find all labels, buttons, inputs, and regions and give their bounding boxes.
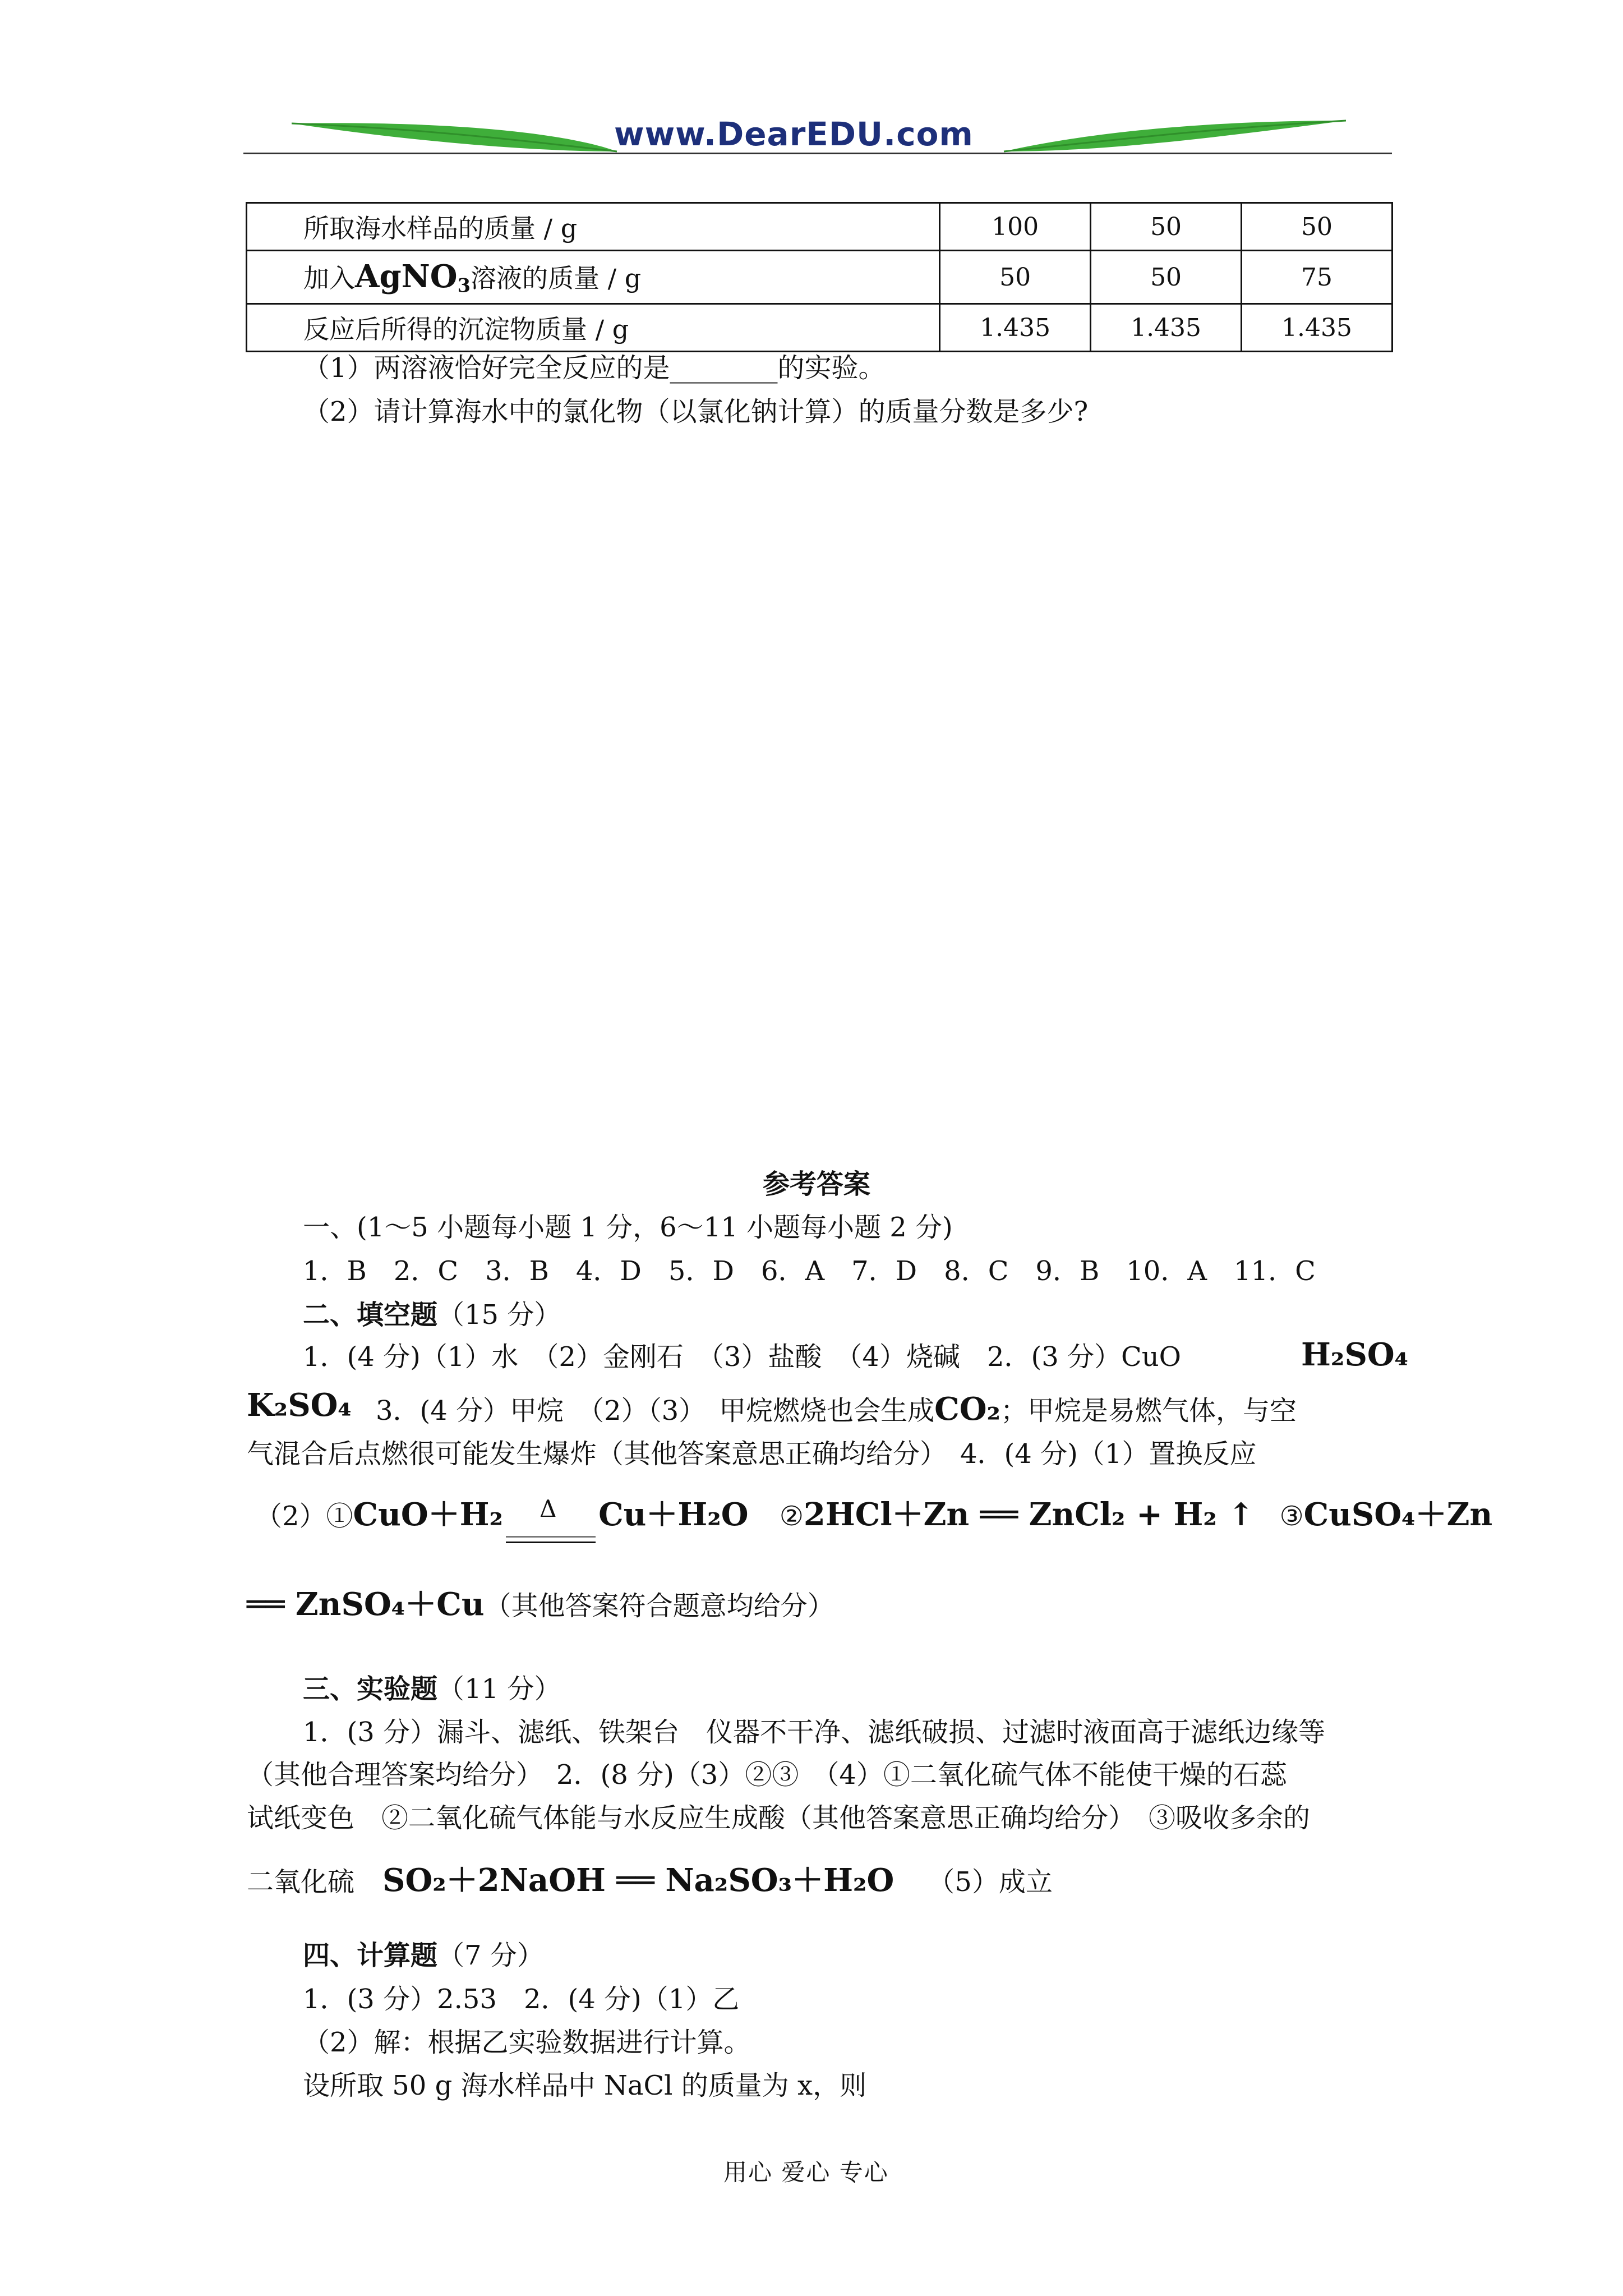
section3-heading-bold: 三、实验题 [303,1673,438,1705]
equation-so2: SO₂＋2NaOH ══ Na₂SO₃＋H₂O [382,1862,895,1899]
formula-agno3 [355,258,471,295]
row-label-pre: 加入 [303,263,355,293]
table-cell: 1.435 [1091,304,1242,352]
question-1: （1）两溶液恰好完全反应的是________的实验。 [303,352,886,384]
section2-heading-bold: 二、填空题 [303,1299,438,1331]
table-cell: 50 [1091,203,1242,251]
formula-co2: CO₂ [934,1391,1001,1428]
question-2: （2）请计算海水中的氯化物（以氯化钠计算）的质量分数是多少? [303,396,1089,427]
section3-line-4 [247,1864,1053,1898]
section3-line-2: （其他合理答案均给分） 2．(8 分)（3）②③ （4）①二氧化硫气体不能使干燥的石蕊 [247,1759,1287,1791]
formula-text: AgNO [355,257,458,295]
section3-line-4-pre: 二氧化硫 [247,1866,355,1898]
row-label [247,251,940,304]
equation-3: CuSO₄＋Zn [1303,1496,1493,1533]
equation-3-cont: ══ ZnSO₄＋Cu [247,1586,485,1623]
section2-line-4 [255,1495,1493,1533]
section2-heading [303,1300,561,1330]
section4-heading-rest: （7 分） [437,1940,544,1971]
circle-3: ③ [1279,1501,1304,1532]
site-logo: www.DearEDU.com [614,115,974,153]
section4-heading [303,1941,544,1971]
section4-line-3: 设所取 50 g 海水样品中 NaCl 的质量为 x，则 [303,2070,867,2101]
section4-line-1: 1．(3 分）2.53 2．(4 分)（1）乙 [303,1984,740,2015]
table-cell: 100 [940,203,1091,251]
footer-motto: 用心 爱心 专心 [723,2159,889,2186]
table-cell: 1.435 [1242,304,1393,352]
table-cell: 1.435 [940,304,1091,352]
line4-prefix: （2）① [255,1501,353,1532]
formula-h2so4: H₂SO₄ [1301,1336,1409,1373]
equation-1-right: Cu＋H₂O [598,1496,749,1533]
table-row [247,203,1393,251]
section3-heading-rest: （11 分） [437,1673,561,1705]
section3-line-3: 试纸变色 ②二氧化硫气体能与水反应生成酸（其他答案意思正确均给分） ③吸收多余的 [247,1802,1311,1834]
section2-line-1: 1．(4 分)（1）水 （2）金刚石 （3）盐酸 （4）烧碱 2．(3 分）CuO [303,1341,1182,1373]
section1-heading: 一、(1～5 小题每小题 1 分，6～11 小题每小题 2 分) [303,1212,953,1243]
section2-line-2 [376,1392,1297,1427]
circle-2: ② [779,1501,804,1532]
section4-heading-bold: 四、计算题 [303,1940,438,1971]
equation-2: 2HCl＋Zn ══ ZnCl₂ + H₂ ↑ [803,1496,1255,1533]
section3-heading [303,1674,561,1704]
section2-heading-rest: （15 分） [437,1299,561,1331]
delta-symbol: Δ [540,1495,557,1522]
experiment-table [246,202,1393,352]
table-cell: 50 [1242,203,1393,251]
table-row [247,251,1393,304]
row-label-post: 溶液的质量 / g [470,263,642,293]
equation-1-left: CuO＋H₂ [353,1496,504,1533]
section1-answers: 1．B 2．C 3．B 4．D 5．D 6．A 7．D 8．C 9．B 10．A 11．C [303,1255,1316,1287]
row-label: 所取海水样品的质量 / g [247,203,940,251]
section2-line-3: 气混合后点燃很可能发生爆炸（其他答案意思正确均给分） 4．(4 分)（1）置换反应 [247,1438,1257,1470]
section2-line-2-text: 3．(4 分）甲烷 （2）（3） 甲烷燃烧也会生成 [376,1395,935,1427]
formula-subscript: 3 [457,274,471,297]
table-cell: 50 [940,251,1091,304]
section3-line-1: 1．(3 分）漏斗、滤纸、铁架台 仪器不干净、滤纸破损、过滤时液面高于滤纸边缘等 [303,1717,1326,1748]
table-cell: 50 [1091,251,1242,304]
section2-line-5 [247,1588,834,1622]
section2-line-2-post: ；甲烷是易燃气体，与空 [1000,1395,1297,1427]
answers-title: 参考答案 [763,1168,871,1200]
section2-line-5-post: （其他答案符合题意均给分） [484,1590,834,1622]
header-rule [243,153,1392,154]
table-cell: 75 [1242,251,1393,304]
row-label: 反应后所得的沉淀物质量 / g [247,304,940,352]
section4-line-2: （2）解：根据乙实验数据进行计算。 [303,2027,751,2058]
equals-bar [506,1536,596,1543]
table-row [247,304,1393,352]
section3-line-4-post: （5）成立 [928,1866,1053,1898]
formula-k2so4: K₂SO₄ [247,1387,352,1424]
